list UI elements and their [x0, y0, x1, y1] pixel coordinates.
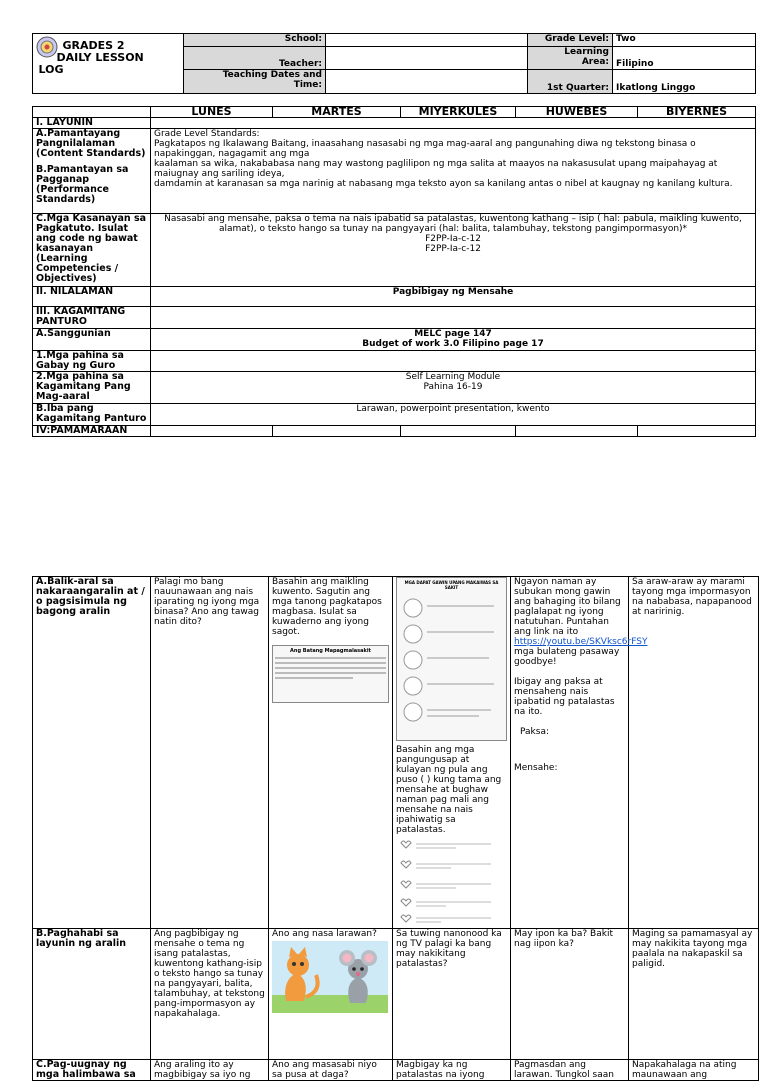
cat-mouse-image [272, 941, 389, 1016]
quarter-label: 1st Quarter: [528, 70, 613, 94]
competency-code-1: F2PP-Ia-c-12 [425, 234, 481, 244]
lesson-table-procedure [32, 576, 759, 1081]
kagamitan-label: III. KAGAMITANG PANTURO [33, 307, 151, 329]
sanggunian-value: MELC page 147 Budget of work 3.0 Filipino page 17 [151, 329, 756, 351]
kagamitan-value [151, 307, 756, 329]
balik-aral-lunes: Palagi mo bang nauunawaan ang nais iparating ng iyong mga binasa? Ano ang tawag natin dito? [151, 577, 269, 929]
pag-uugnay-label: C.Pag-uugnay ng mga halimbawa sa [33, 1060, 151, 1081]
pag-uugnay-biyernes: Napakahalaga na ating maunawaan ang [629, 1060, 759, 1081]
sanggunian-label: A.Sanggunian [33, 329, 151, 351]
balik-aral-miyerkules: MGA DAPAT GAWIN UPANG MAKAIWAS SA SAKIT Basahin ang mga pangungusap at kulayan ng pula ang puso ( ) kung tama ang mensahe at bughaw naman pag mali ang mensahe na nais ipahiwatig sa patalastas. [393, 577, 511, 929]
video-link[interactable]: https://youtu.be/SKVksc6rFSY [514, 637, 648, 647]
day-biyernes: BIYERNES [638, 107, 756, 118]
school-value [326, 34, 528, 47]
title-line-2: DAILY LESSON [56, 50, 144, 64]
nilalaman-value: Pagbibigay ng Mensahe [151, 287, 756, 307]
standards-line-3: kaalaman sa wika, nakababasa nang may wastong paglilipon ng mga salita at maayos na nakasusulat upang maipahayag at maiugnay ang sariling ideya, [154, 159, 718, 179]
dates-label: Teaching Dates and Time: [184, 70, 326, 94]
paghahabi-label: B.Paghahabi sa layunin ng aralin [33, 929, 151, 1060]
teacher-label: Teacher: [184, 47, 326, 70]
standards-text [151, 129, 756, 214]
standards-line-1: Grade Level Standards: [154, 129, 260, 139]
balik-aral-biyernes: Sa araw-araw ay marami tayong mga impormasyon na nababasa, napapanood at naririnig. [629, 577, 759, 929]
quarter-value: Ikatlong Linggo [613, 70, 756, 94]
header-table [32, 33, 756, 94]
iba-pang-value: Larawan, powerpoint presentation, kwento [151, 404, 756, 426]
day-lunes: LUNES [151, 107, 273, 118]
deped-seal-icon [36, 36, 58, 58]
corner-cell [33, 107, 151, 118]
standards-line-4: damdamin at karanasan sa mga narinig at nabasang mga teksto ayon sa kanilang antas o nibel at kaugnay ng kanilang kultura. [154, 179, 733, 189]
paghahabi-miyerkules: Sa tuwing nanonood ka ng TV palagi ka bang may nakikitang patalastas? [393, 929, 511, 1060]
gabay-label: 1.Mga pahina sa Gabay ng Guro [33, 351, 151, 372]
title-line-3: LOG [38, 62, 64, 76]
balik-aral-huwebes: Ngayon naman ay subukan mong gawin ang bahaging ito bilang paglalapat ng iyong natutuhan. Puntahan ang link na ito https://youtu.be/SKVksc6rFSY mga bulateng pasaway goodbye! Ibigay ang paksa at mensaheng nais ipabatid ng patalastas na ito. Paksa: Mensahe: [511, 577, 629, 929]
module-label: 2.Mga pahina sa Kagamitang Pang Mag-aaral [33, 372, 151, 404]
day-miyerkules: MIYERKULES [401, 107, 516, 118]
pag-uugnay-huwebes: Pagmasdan ang larawan. Tungkol saan [511, 1060, 629, 1081]
area-label: Learning Area: [528, 47, 613, 70]
layunin-value [151, 118, 756, 129]
pag-uugnay-miyerkules: Magbigay ka ng patalastas na iyong [393, 1060, 511, 1081]
pag-uugnay-lunes: Ang araling ito ay magbibigay sa iyo ng [151, 1060, 269, 1081]
paghahabi-lunes: Ang pagbibigay ng mensahe o tema ng isang patalastas, kuwentong kathang-isip o teksto hango sa tunay na pangyayari, balita, talambuhay, at tekstong pang-impormasyon ay napakahalaga. [151, 929, 269, 1060]
iba-pang-label: B.Iba pang Kagamitang Panturo [33, 404, 151, 426]
competencies-text [151, 214, 756, 287]
heart-checklist [396, 835, 496, 925]
paghahabi-biyernes: Maging sa pamamasyal ay may nakikita tayong mga paalala na nakapaskil sa paligid. [629, 929, 759, 1060]
module-value: Self Learning Module Pahina 16-19 [151, 372, 756, 404]
nilalaman-label: II. NILALAMAN [33, 287, 151, 307]
performance-standards-label: B.Pamantayan sa Pagganap (Performance Standards) [36, 164, 129, 205]
standards-line-2: Pagkatapos ng Ikalawang Baitang, inaasahang nasasabi ng mga mag-aaral ang pangunahing diwa ng tekstong binasa o napakinggan, nagagamit ang mga [154, 139, 696, 159]
pamamaraan-label: IV:PAMAMARAAN [33, 426, 151, 437]
balik-aral-martes: Basahin ang maikling kuwento. Sagutin ang mga tanong pagkatapos magbasa. Isulat sa kuwaderno ang iyong sagot. Ang Batang Mapagmalasakit [269, 577, 393, 929]
mensahe-label: Mensahe: [514, 763, 558, 773]
dates-value [326, 70, 528, 94]
day-huwebes: HUWEBES [516, 107, 638, 118]
competencies-desc: Nasasabi ang mensahe, paksa o tema na nais ipabatid sa patalastas, kuwentong kathang – isip ( hal: pabula, maikling kuwento, alamat), o teksto hango sa tunay na pangyayari (hal: balita, talambuhay, tekstong pangimpormasyon)* [164, 214, 742, 234]
layunin-label: I. LAYUNIN [33, 118, 151, 129]
grade-value: Two [613, 34, 756, 47]
story-image: Ang Batang Mapagmalasakit [272, 645, 389, 703]
lesson-table-top [32, 106, 756, 437]
competency-code-2: F2PP-Ia-c-12 [425, 244, 481, 254]
paksa-label: Paksa: [520, 727, 549, 737]
paghahabi-martes: Ano ang nasa larawan? [269, 929, 393, 1060]
school-label: School: [184, 34, 326, 47]
balik-aral-label: A.Balik-aral sa nakaraangaralin at / o pagsisimula ng bagong aralin [33, 577, 151, 929]
gabay-value [151, 351, 756, 372]
title-cell [33, 34, 184, 94]
standards-labels [33, 129, 151, 214]
competencies-label: C.Mga Kasanayan sa Pagkatuto. Isulat ang code ng bawat kasanayan (Learning Competencies / Objectives) [33, 214, 151, 287]
paghahabi-huwebes: May ipon ka ba? Bakit nag iipon ka? [511, 929, 629, 1060]
pag-uugnay-martes: Ano ang masasabi niyo sa pusa at daga? [269, 1060, 393, 1081]
grade-label: Grade Level: [528, 34, 613, 47]
content-standards-label: A.Pamantayang Pangnilalaman (Content Standards) [36, 128, 146, 159]
day-martes: MARTES [273, 107, 401, 118]
health-poster-image: MGA DAPAT GAWIN UPANG MAKAIWAS SA SAKIT [396, 577, 507, 741]
area-value: Filipino [613, 47, 756, 70]
teacher-value [326, 47, 528, 70]
title-line-1: GRADES 2 [62, 38, 125, 52]
